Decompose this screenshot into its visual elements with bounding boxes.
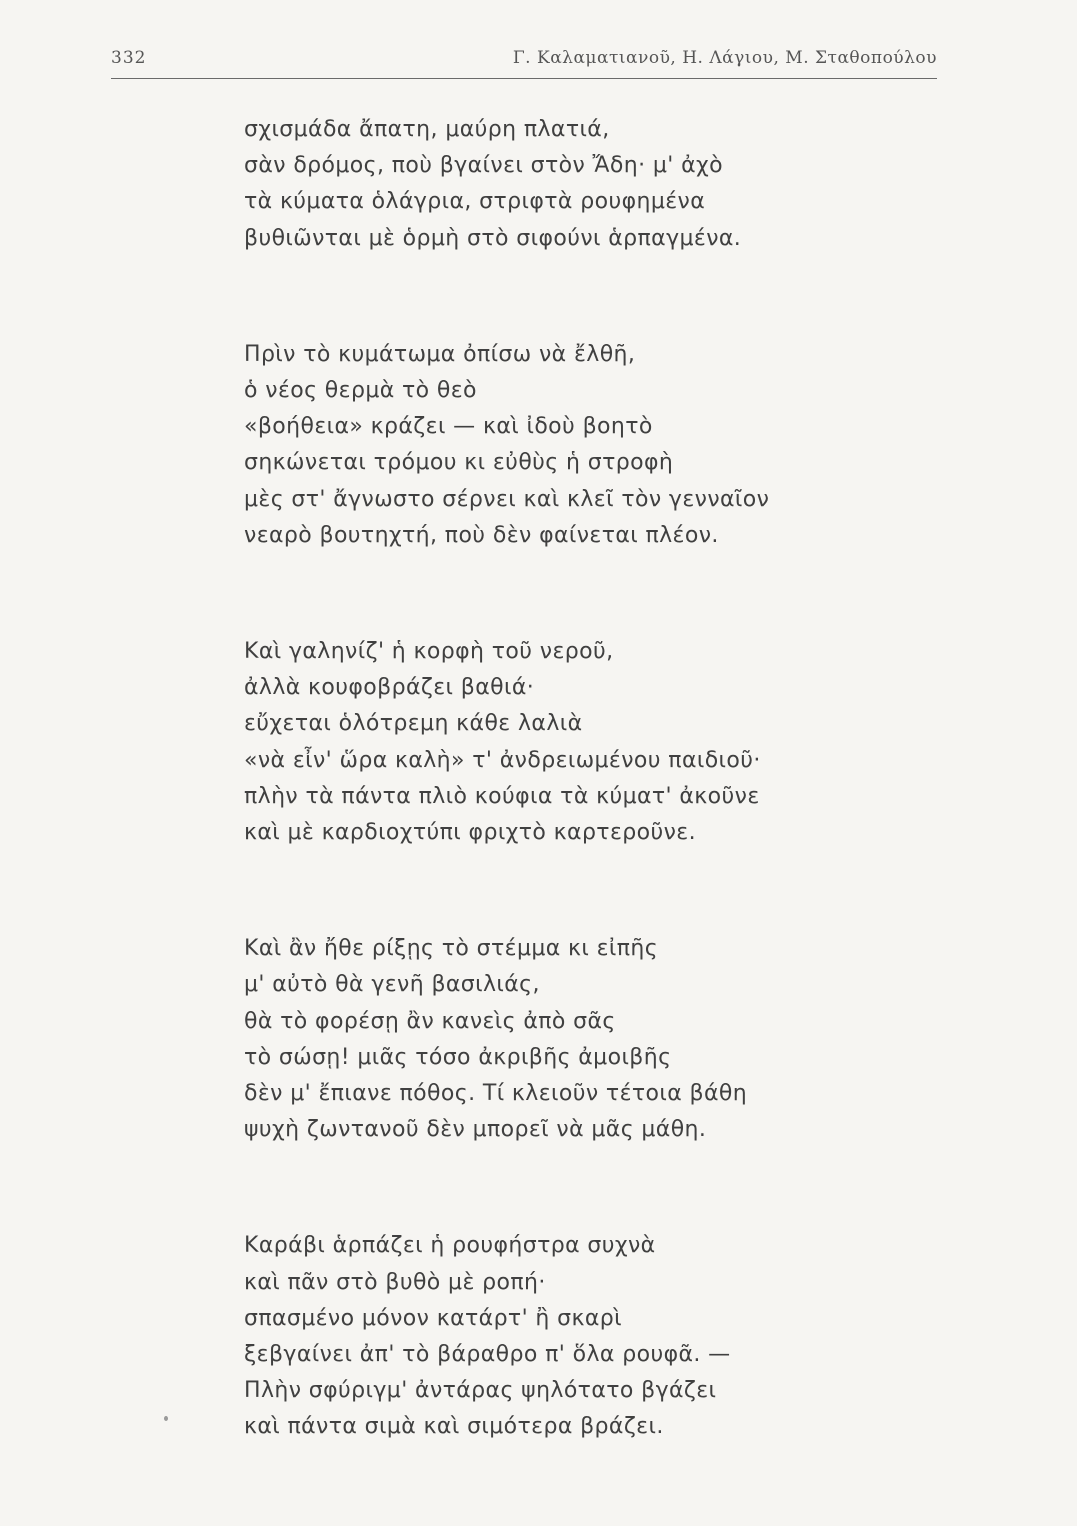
poem-line: θὰ τὸ φορέσῃ ἂν κανεὶς ἀπὸ σᾶς: [244, 1008, 616, 1034]
poem-line: βυθιῶνται μὲ ὁρμὴ στὸ σιφούνι ἁρπαγμένα.: [244, 225, 742, 251]
poem-line: καὶ πᾶν στὸ βυθὸ μὲ ροπή·: [244, 1269, 546, 1295]
poem-line: μὲς στ' ἄγνωστο σέρνει καὶ κλεῖ τὸν γενναῖον: [244, 486, 770, 512]
poem-line: ξεβγαίνει ἀπ' τὸ βάραθρο π' ὅλα ρουφᾶ. —: [244, 1342, 731, 1368]
paper-speck: [164, 1416, 168, 1421]
poem-line: σηκώνεται τρόμου κι εὐθὺς ἡ στροφὴ: [244, 450, 674, 476]
poem-line: πλὴν τὰ πάντα πλιὸ κούφια τὰ κύματ' ἀκοῦνε: [244, 783, 760, 809]
poem-line: τὰ κύματα ὁλάγρια, στριφτὰ ρουφημένα: [244, 189, 706, 215]
poem-line: σχισμάδα ἄπατη, μαύρη πλατιά,: [244, 117, 610, 142]
page-number: 332: [111, 48, 147, 68]
poem-line: Πρὶν τὸ κυμάτωμα ὀπίσω νὰ ἔλθῆ,: [244, 341, 636, 367]
stanza-2: [244, 337, 944, 554]
stanza-3: [244, 634, 944, 851]
poem-line: καὶ μὲ καρδιοχτύπι φριχτὸ καρτεροῦνε.: [244, 820, 696, 846]
poem-line: Πλὴν σφύριγμ' ἀντάρας ψηλότατο βγάζει: [244, 1378, 717, 1404]
poem-line: σπασμένο μόνον κατάρτ' ἢ σκαρὶ: [244, 1305, 622, 1331]
poem-line: νεαρὸ βουτηχτή, ποὺ δὲν φαίνεται πλέον.: [244, 522, 719, 548]
page-header: [111, 42, 937, 79]
poem-line: δὲν μ' ἔπιανε πόθος. Τί κλειοῦν τέτοια βάθη: [244, 1081, 748, 1107]
poem-line: ὁ νέος θερμὰ τὸ θεὸ: [244, 378, 477, 404]
poem-line: ψυχὴ ζωντανοῦ δὲν μπορεῖ νὰ μᾶς μάθη.: [244, 1117, 707, 1143]
poem-line: Καράβι ἁρπάζει ἡ ρουφήστρα συχνὰ: [244, 1233, 656, 1259]
poem-line: «νὰ εἶν' ὥρα καλὴ» τ' ἀνδρειωμένου παιδιοῦ·: [244, 747, 761, 773]
poem-line: μ' αὐτὸ θὰ γενῆ βασιλιάς,: [244, 972, 540, 998]
poem-line: Καὶ ἂν ἤθε ρίξῃς τὸ στέμμα κι εἰπῆς: [244, 936, 659, 962]
poem-line: σὰν δρόμος, ποὺ βγαίνει στὸν Ἄδη· μ' ἀχὸ: [244, 153, 723, 179]
poem-line: καὶ πάντα σιμὰ καὶ σιμότερα βράζει.: [244, 1414, 664, 1440]
stanza-1: [244, 112, 944, 257]
running-head: Γ. Καλαματιανοῦ, Η. Λάγιου, Μ. Σταθοπούλου: [512, 48, 937, 68]
poem-line: τὸ σώσῃ! μιᾶς τόσο ἀκριβῆς ἀμοιβῆς: [244, 1044, 672, 1070]
stanza-4: [244, 931, 944, 1148]
stanza-5: [244, 1228, 944, 1445]
poem-line: εὔχεται ὁλότρεμη κάθε λαλιὰ: [244, 711, 583, 737]
poem-body: [244, 112, 944, 1526]
poem-line: ἀλλὰ κουφοβράζει βαθιά·: [244, 675, 535, 701]
poem-line: «βοήθεια» κράζει — καὶ ἰδοὺ βοητὸ: [244, 414, 653, 440]
poem-line: Καὶ γαληνίζ' ἡ κορφὴ τοῦ νεροῦ,: [244, 639, 614, 665]
